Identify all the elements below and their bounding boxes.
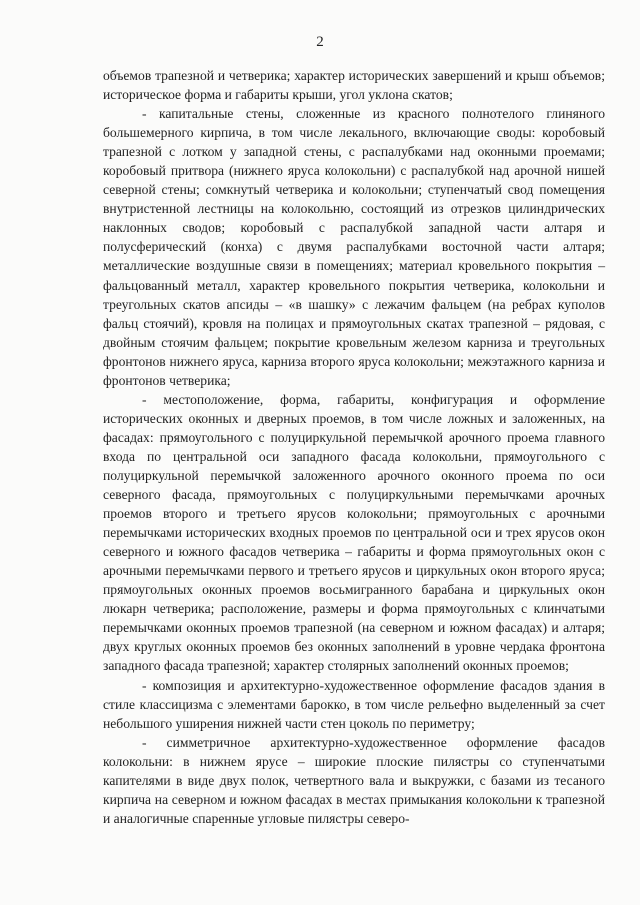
paragraph-walls-vaults: - капитальные стены, сложенные из красного полнотелого глиняного большемерного кирпича, в том числе лекального, включающие своды: коробовый трапезной с лотком у западной стены, с распалубками над оконными проемами; коробовый притвора (нижнего яруса колокольни) с распалубкой над арочной нишей северной стены; сомкнутый четверика и колокольни; ступенчатый свод помещения внутристенной лестницы на колокольню, состоящий из отрезков цилиндрических наклонных сводов; коробовый с распалубкой западной части алтаря и полусферический (конха) с двумя распалубками восточной части алтаря; металлические воздушные связи в помещениях; материал кровельного покрытия – фальцованный металл, характер кровельного покрытия четверика, колокольни и треугольных скатов апсиды – «в шашку» с лежачим фальцем (на ребрах куполов фальц стоячий), кровля на полицах и прямоугольных скатах трапезной – рядовая, с двойным стоячим фальцем; покрытие кровельным железом карниза и треугольных фронтонов нижнего яруса, карниза второго яруса колокольни; межэтажного карниза и фронтонов четверика; (103, 106, 605, 388)
paragraph-window-door-openings: - местоположение, форма, габариты, конфигурация и оформление исторических оконных и дверных проемов, в том числе ложных и заложенных, на фасадах: прямоугольного с полуциркульной перемычкой арочного проема главного входа по центральной оси западного фасада колокольни, прямоугольного с полуциркульной перемычкой заложенного арочного оконного проема по оси северного фасада, прямоугольных с полуциркульными перемычками арочных проемов второго и третьего ярусов колокольни; прямоугольных с арочными перемычками исторических входных проемов по центральной оси и трех ярусов окон северного и южного фасадов четверика – габариты и форма прямоугольных окон с арочными перемычками первого и третьего ярусов и циркульных окон второго яруса; прямоугольных оконных проемов восьмигранного барабана и циркульных окон люкарн четверика; расположение, размеры и форма прямоугольных с клинчатыми перемычками оконных проемов трапезной (на северном и южном фасадах) и алтаря; двух круглых оконных проемов без оконных заполнений в уровне чердака фронтона западного фасада трапезной; характер столярных заполнений оконных проемов; (103, 391, 605, 674)
page-number: 2 (316, 34, 324, 50)
paragraph-facade-composition: - композиция и архитектурно-художественное оформление фасадов здания в стиле классицизма с элементами барокко, в том числе рельефно выделенный за счет небольшого уширения нижней части стен цоколь по периметру; (103, 677, 605, 731)
paragraph-bell-tower-facades: - симметричное архитектурно-художественное оформление фасадов колокольни: в нижнем ярусе – широкие плоские пилястры со ступенчатыми капителями в виде двух полок, четвертного вала и выкружки, с базами из тесаного кирпича на северном и южном фасадах в местах примыкания колокольни к трапезной и аналогичные спаренные угловые пилястры северо- (103, 734, 605, 826)
document-body (103, 66, 605, 828)
paragraph-roofs: объемов трапезной и четверика; характер исторических завершений и крыш объемов; историческое форма и габариты крыши, угол уклона скатов; (103, 68, 605, 103)
